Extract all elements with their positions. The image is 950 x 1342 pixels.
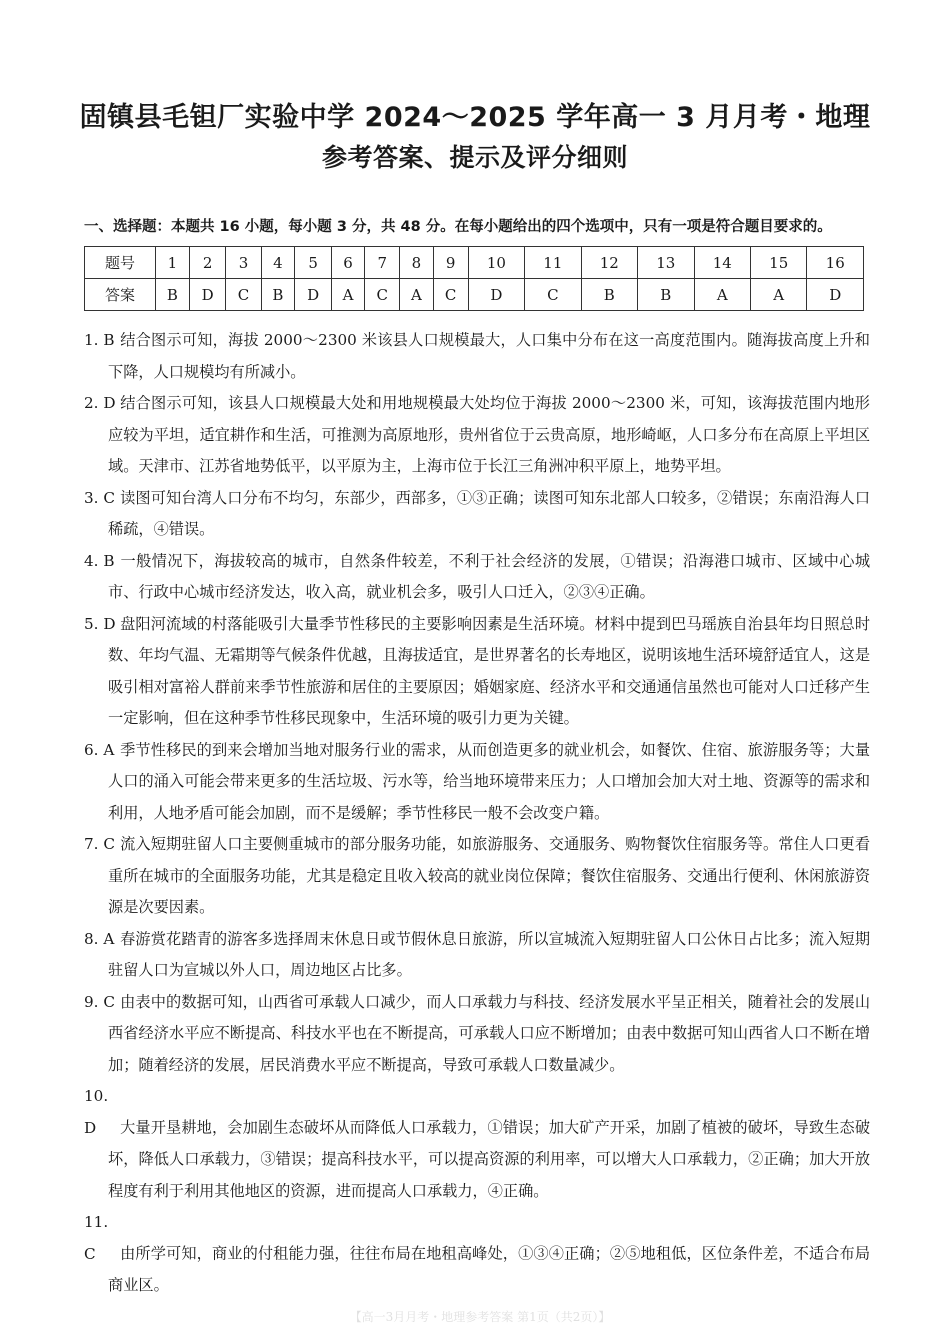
question-number-cell: 7 bbox=[365, 247, 400, 279]
explanation-item bbox=[84, 388, 870, 483]
page-subtitle: 参考答案、提示及评分细则 bbox=[321, 143, 628, 172]
item-number: 3. C bbox=[84, 488, 115, 507]
question-number-cell: 12 bbox=[581, 247, 637, 279]
item-text: 结合图示可知，该县人口规模最大处和用地规模最大处均位于海拔 2000～2300 米，可知，该海拔范围内地形应较为平坦，适宜耕作和生活，可推测为高原地形，贵州省位于云贵高原，地形崎岖，人口多分布在高原上平坦区域。天津市、江苏省地势低平，以平原为主，上海市位于长江三角洲冲积平原上，地势平坦。 bbox=[108, 394, 870, 475]
answer-cell: A bbox=[331, 279, 364, 311]
question-number-cell: 2 bbox=[189, 247, 226, 279]
item-text: 盘阳河流域的村落能吸引大量季节性移民的主要影响因素是生活环境。材料中提到巴马瑶族自治县年均日照总时数、年均气温、无霜期等气候条件优越，且海拔适宜，是世界著名的长寿地区，说明该地生活环境舒适宜人，这是吸引相对富裕人群前来季节性旅游和居住的主要原因；婚姻家庭、经济水平和交通通信虽然也可能对人口迁移产生一定影响，但在这种季节性移民现象中，生活环境的吸引力更为关键。 bbox=[108, 614, 870, 727]
answer-cell: A bbox=[750, 279, 806, 311]
answer-cell: A bbox=[694, 279, 750, 311]
explanation-item bbox=[84, 546, 870, 609]
answer-cell: A bbox=[400, 279, 433, 311]
question-number-cell: 14 bbox=[694, 247, 750, 279]
explanation-item bbox=[84, 735, 870, 830]
item-number: 11. C bbox=[84, 1213, 109, 1263]
question-number-cell: 6 bbox=[331, 247, 364, 279]
item-text: 由所学可知，商业的付租能力强，往往布局在地租高峰处，①③④正确；②⑤地租低，区位条件差，不适合布局商业区。 bbox=[108, 1244, 870, 1294]
question-number-cell: 9 bbox=[433, 247, 468, 279]
item-number: 9. C bbox=[84, 992, 115, 1011]
answer-cell: D bbox=[189, 279, 226, 311]
row-label: 答案 bbox=[85, 279, 156, 311]
question-number-cell: 3 bbox=[226, 247, 261, 279]
page-footer: 【高一3月月考・地理参考答案 第1页（共2页）】 bbox=[349, 1310, 611, 1324]
item-number: 4. B bbox=[84, 551, 115, 570]
answer-cell: B bbox=[581, 279, 637, 311]
question-number-row bbox=[85, 247, 864, 279]
answer-cell: B bbox=[261, 279, 295, 311]
question-number-cell: 10 bbox=[468, 247, 524, 279]
answer-cell: D bbox=[295, 279, 332, 311]
section-heading: 一、选择题：本题共 16 小题，每小题 3 分，共 48 分。在每小题给出的四个选项中，只有一项是符合题目要求的。 bbox=[84, 219, 832, 235]
answer-row bbox=[85, 279, 864, 311]
item-text: 流入短期驻留人口主要侧重城市的部分服务功能，如旅游服务、交通服务、购物餐饮住宿服务等。常住人口更看重所在城市的全面服务功能，尤其是稳定且收入较高的就业岗位保障；餐饮住宿服务、交通出行便利、休闲旅游资源是次要因素。 bbox=[108, 835, 870, 916]
answer-cell: C bbox=[525, 279, 581, 311]
answer-table bbox=[84, 246, 864, 311]
answer-cell: C bbox=[365, 279, 400, 311]
question-number-cell: 15 bbox=[750, 247, 806, 279]
answer-cell: D bbox=[468, 279, 524, 311]
explanation-item bbox=[84, 483, 870, 546]
answer-cell: B bbox=[638, 279, 694, 311]
item-text: 大量开垦耕地，会加剧生态破坏从而降低人口承载力，①错误；加大矿产开采，加剧了植被的破坏，导致生态破坏，降低人口承载力，③错误；提高科技水平，可以提高资源的利用率，可以增大人口承载力，②正确；加大开放程度有利于利用其他地区的资源，进而提高人口承载力，④正确。 bbox=[108, 1118, 870, 1200]
explanation-item bbox=[84, 609, 870, 735]
item-text: 春游赏花踏青的游客多选择周末休息日或节假休息日旅游，所以宣城流入短期驻留人口公休日占比多；流入短期驻留人口为宣城以外人口，周边地区占比多。 bbox=[108, 929, 870, 979]
question-number-cell: 8 bbox=[400, 247, 433, 279]
page-title: 固镇县毛钽厂实验中学 2024～2025 学年高一 3 月月考・地理 bbox=[79, 102, 871, 133]
explanation-item bbox=[84, 829, 870, 924]
item-text: 读图可知台湾人口分布不均匀，东部少，西部多，①③正确；读图可知东北部人口较多，②错误；东南沿海人口稀疏，④错误。 bbox=[108, 488, 870, 538]
item-number: 6. A bbox=[84, 740, 115, 759]
item-number: 1. B bbox=[84, 331, 115, 349]
item-number: 5. D bbox=[84, 614, 116, 633]
answer-cell: B bbox=[156, 279, 190, 311]
explanation-item bbox=[84, 1207, 870, 1302]
explanation-item bbox=[84, 325, 870, 388]
item-number: 7. C bbox=[84, 835, 115, 853]
item-text: 一般情况下，海拔较高的城市，自然条件较差，不利于社会经济的发展，①错误；沿海港口城市、区域中心城市、行政中心城市经济发达，收入高，就业机会多，吸引人口迁入，②③④正确。 bbox=[108, 551, 870, 601]
question-number-cell: 4 bbox=[261, 247, 295, 279]
answer-cell: C bbox=[226, 279, 261, 311]
question-number-cell: 16 bbox=[807, 247, 864, 279]
explanation-list bbox=[84, 325, 870, 1302]
item-text: 由表中的数据可知，山西省可承载人口减少，而人口承载力与科技、经济发展水平呈正相关，随着社会的发展山西省经济水平应不断提高、科技水平也在不断提高，可承载人口应不断增加；由表中数据可知山西省人口不断在增加；随着经济的发展，居民消费水平应不断提高，导致可承载人口数量减少。 bbox=[108, 992, 870, 1074]
question-number-cell: 1 bbox=[156, 247, 190, 279]
explanation-item bbox=[84, 987, 870, 1082]
question-number-cell: 11 bbox=[525, 247, 581, 279]
item-number: 8. A bbox=[84, 929, 115, 948]
explanation-item bbox=[84, 1081, 870, 1207]
answer-cell: C bbox=[433, 279, 468, 311]
item-text: 结合图示可知，海拔 2000～2300 米该县人口规模最大，人口集中分布在这一高度范围内。随海拔高度上升和下降，人口规模均有所减小。 bbox=[108, 331, 870, 381]
question-number-cell: 13 bbox=[638, 247, 694, 279]
row-label: 题号 bbox=[85, 247, 156, 279]
item-number: 2. D bbox=[84, 394, 116, 412]
item-number: 10. D bbox=[84, 1087, 109, 1137]
explanation-item bbox=[84, 924, 870, 987]
question-number-cell: 5 bbox=[295, 247, 332, 279]
item-text: 季节性移民的到来会增加当地对服务行业的需求，从而创造更多的就业机会，如餐饮、住宿、旅游服务等；大量人口的涌入可能会带来更多的生活垃圾、污水等，给当地环境带来压力；人口增加会加大对土地、资源等的需求和利用，人地矛盾可能会加剧，而不是缓解；季节性移民一般不会改变户籍。 bbox=[108, 740, 870, 822]
answer-cell: D bbox=[807, 279, 864, 311]
